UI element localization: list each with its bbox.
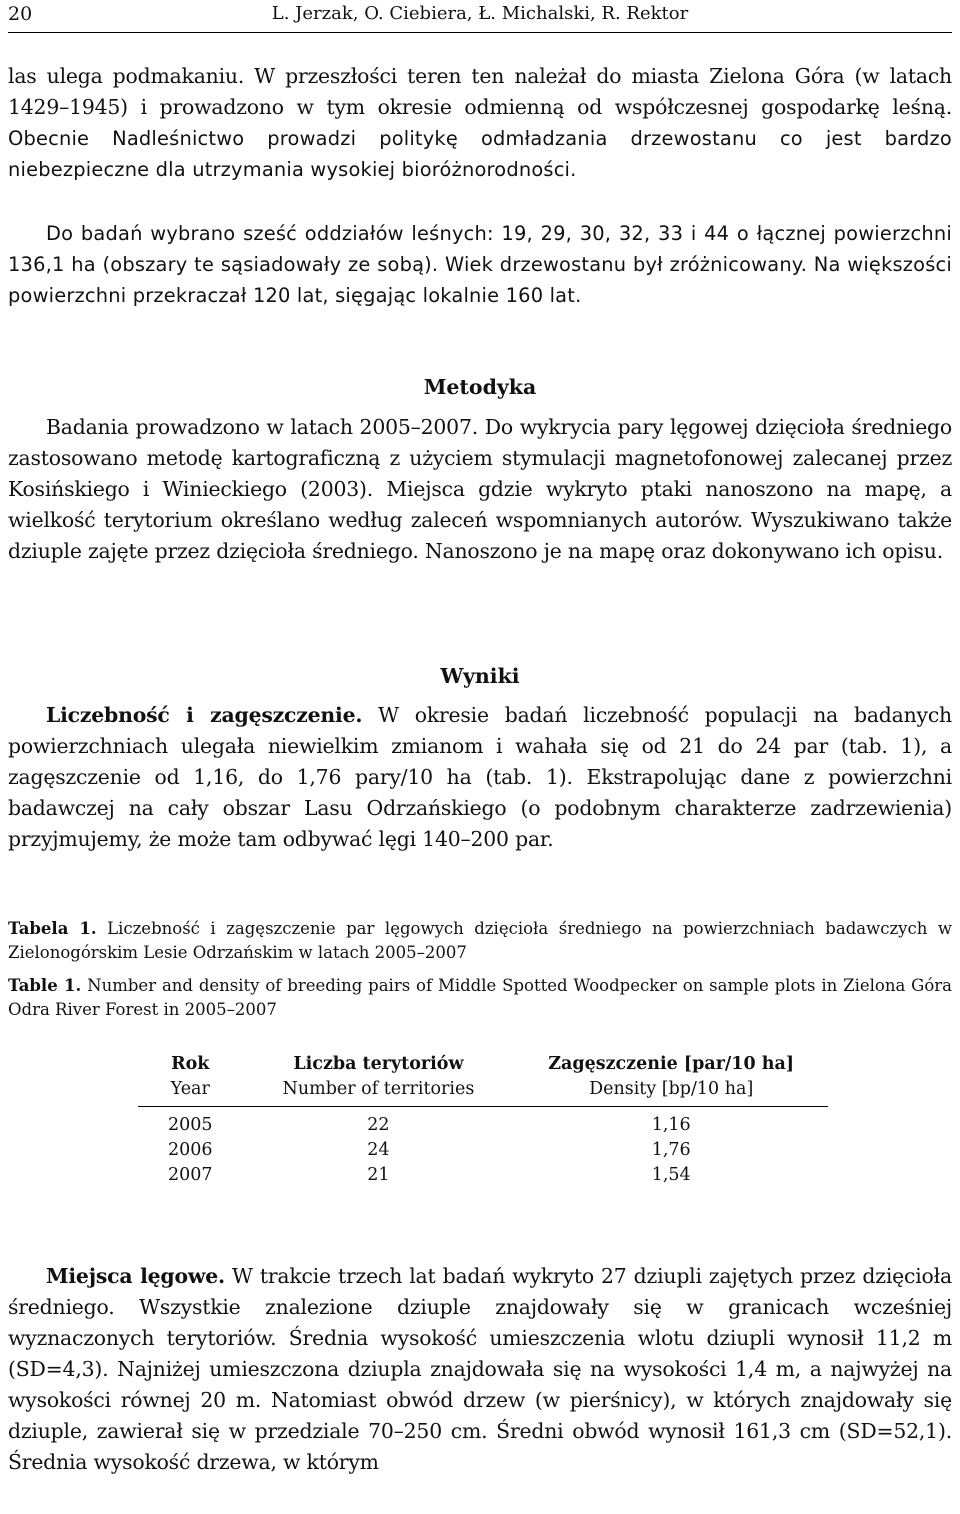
cell-density: 1,76	[651, 1140, 691, 1160]
table-row	[138, 1138, 828, 1163]
running-head-authors: L. Jerzak, O. Ciebiera, Ł. Michalski, R. Rektor	[271, 3, 689, 24]
heading-results: Wyniki	[440, 664, 520, 688]
table-header-territories	[243, 1052, 515, 1107]
paragraph-density-text: W okresie badań liczebność populacji na badanych powierzchniach ulegała niewielkim zmianom i wahała się od 21 do 24 par (tab. 1), a zagęszczenie od 1,16, do 1,76 pary/10 ha (tab. 1). Ekstrapolując dane z powierzchni badawczej na cały obszar Lasu Odrzańskiego (o podobnym charakterze zadrzewienia) przyjmujemy, że może tam odbywać lęgi 140–200 par.	[8, 703, 952, 851]
header-density-pl: Zagęszczenie [par/10 ha]	[548, 1054, 795, 1074]
table-header-year	[138, 1052, 243, 1107]
header-density-en: Density [bp/10 ha]	[589, 1079, 754, 1099]
paragraph-nest-sites	[8, 1261, 952, 1478]
heading-methods: Metodyka	[423, 375, 537, 399]
table-caption-english-text: Number and density of breeding pairs of Middle Spotted Woodpecker on sample plots in Zielona Góra Odra River Forest in 2005–2007	[8, 976, 953, 1019]
table-caption-polish	[8, 917, 952, 965]
page-number: 20	[8, 3, 33, 25]
page-header	[8, 0, 952, 30]
cell-density: 1,16	[651, 1115, 691, 1135]
cell-territories: 21	[367, 1165, 390, 1185]
table-caption-polish-label: Tabela 1.	[8, 919, 97, 938]
table-header-row	[138, 1052, 828, 1107]
paragraph-nest-sites-text: W trakcie trzech lat badań wykryto 27 dziupli zajętych przez dzięcioła średniego. Wszystkie znalezione dziuple znajdowały się w granicach wcześniej wyznaczonych terytoriów. Średnia wysokość umieszczenia wlotu dziupli wynosił 11,2 m (SD=4,3). Najniżej umieszczona dziupla znajdowała się na wysokości 1,4 m, a najwyżej na wysokości równej 20 m. Natomiast obwód drzew (w pierśnicy), w których znajdowały się dziuple, zawierał się w przedziale 70–250 cm. Średni obwód wynosił 161,3 cm (SD=52,1). Średnia wysokość drzewa, w którym	[8, 1264, 952, 1474]
table-header-density	[514, 1052, 828, 1107]
paragraph-study-plots: Do badań wybrano sześć oddziałów leśnych: 19, 29, 30, 32, 33 i 44 o łącznej powierzchni 136,1 ha (obszary te sąsiadowały ze sobą). Wiek drzewostanu był zróżnicowany. Na większości powierzchni przekraczał 120 lat, sięgając lokalnie 160 lat.	[8, 222, 952, 307]
paragraph-site-history	[8, 61, 952, 185]
paragraph-forestry-policy-text: Obecnie Nadleśnictwo prowadzi politykę odmładzania drzewostanu co jest bardzo niebezpieczne dla utrzymania wysokiej bioróżnorodności.	[8, 127, 952, 181]
paragraph-site-history-text: las ulega podmakaniu. W przeszłości teren ten należał do miasta Zielona Góra (w latach 1429–1945) i prowadzono w tym okresie odmienną od współczesnej gospodarkę leśną.	[8, 64, 952, 119]
table-caption-english	[8, 974, 952, 1022]
header-territories-pl: Liczba terytoriów	[293, 1054, 464, 1074]
runin-nest-sites: Miejsca lęgowe.	[46, 1264, 225, 1288]
cell-year: 2006	[167, 1140, 213, 1160]
table-breeding-pairs	[138, 1052, 828, 1188]
runin-density: Liczebność i zagęszczenie.	[46, 703, 363, 727]
paragraph-density	[8, 700, 952, 855]
cell-density: 1,54	[651, 1165, 691, 1185]
header-year-pl: Rok	[171, 1054, 210, 1074]
header-year-en: Year	[170, 1079, 210, 1099]
cell-year: 2005	[167, 1115, 213, 1135]
cell-territories: 22	[367, 1115, 390, 1135]
cell-territories: 24	[367, 1140, 390, 1160]
table-row	[138, 1163, 828, 1188]
cell-year: 2007	[167, 1165, 213, 1185]
header-territories-en: Number of territories	[282, 1079, 475, 1099]
table-caption-english-label: Table 1.	[8, 976, 82, 995]
header-rule	[8, 32, 952, 33]
table-caption-polish-text: Liczebność i zagęszczenie par lęgowych dzięcioła średniego na powierzchniach badawczych w Zielonogórskim Lesie Odrzańskim w latach 2005–2007	[8, 919, 952, 962]
table-row	[138, 1107, 828, 1139]
paragraph-methods: Badania prowadzono w latach 2005–2007. Do wykrycia pary lęgowej dzięcioła średniego zastosowano metodę kartograficzną z użyciem stymulacji magnetofonowej zalecanej przez Kosińskiego i Winieckiego (2003). Miejsca gdzie wykryto ptaki nanoszono na mapę, a wielkość terytorium określano według zaleceń wspomnianych autorów. Wyszukiwano także dziuple zajęte przez dzięcioła średniego. Nanoszono je na mapę oraz dokonywano ich opisu.	[8, 415, 952, 563]
